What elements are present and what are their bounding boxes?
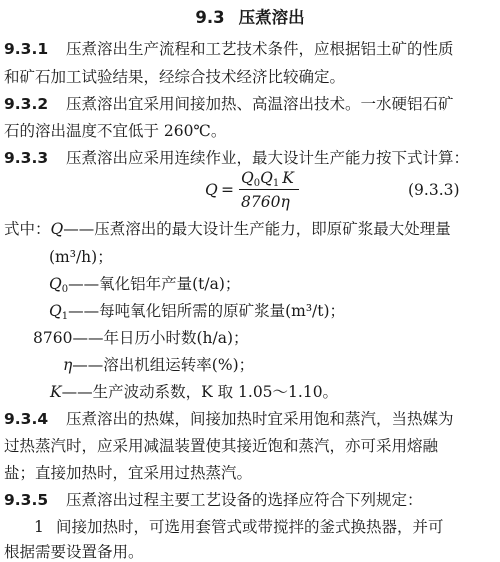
formula-equals: = — [221, 181, 234, 199]
clause-9-3-2-cont: 石的溶出温度不宜低于 260℃。 — [4, 122, 227, 140]
def-8760: 8760——年日历小时数(h/a)； — [33, 329, 249, 347]
item-1-cont: 根据需要设置备用。 — [4, 543, 144, 561]
def-q0: $Q_0——$氧化铝年产量(t/a)； — [49, 275, 241, 295]
formula-number: (9.3.3) — [408, 181, 460, 199]
clause-number: 9.3.2 — [4, 95, 49, 113]
section-heading — [0, 4, 500, 28]
section-title: 压煮溶出 — [238, 8, 305, 27]
formula-lhs: Q — [205, 181, 218, 199]
clause-9-3-4-cont2: 盐；直接加热时，宜采用过热蒸汽。 — [4, 464, 253, 482]
section-number: 9.3 — [195, 8, 225, 27]
def-q1: $Q_1——$每吨氧化铝所需的原矿浆量(m³/t)； — [49, 302, 346, 322]
clause-9-3-4-cont1: 过热蒸汽时，应采用减温装置使其接近饱和蒸汽，亦可采用熔融 — [4, 437, 439, 455]
clause-9-3-4 — [4, 412, 454, 428]
def-k: K——生产波动系数，K 取 1.05～1.10。 — [50, 383, 339, 401]
fraction-bar — [239, 189, 299, 190]
clause-text: 压煮溶出宜采用间接加热、高温溶出技术。一水硬铝石矿 — [66, 95, 454, 113]
def-q — [4, 222, 451, 238]
def-eta: η——溶出机组运转率(%)； — [63, 356, 255, 374]
clause-text: 压煮溶出过程主要工艺设备的选择应符合下列规定： — [66, 491, 423, 509]
clause-9-3-2 — [4, 97, 454, 113]
clause-number: 9.3.3 — [4, 149, 49, 167]
clause-number: 9.3.5 — [4, 491, 49, 509]
clause-number: 9.3.4 — [4, 410, 49, 428]
formula — [205, 165, 345, 215]
clause-text: 压煮溶出的热媒，间接加热时宜采用饱和蒸汽，当热媒为 — [66, 410, 454, 428]
formula-denominator: 8760η — [241, 193, 290, 211]
clause-9-3-5 — [4, 493, 423, 509]
def-text: ——压煮溶出的最大设计生产能力，即原矿浆最大处理量 — [63, 220, 451, 238]
def-symbol: Q — [50, 220, 64, 238]
formula-numerator: $Q_0Q_1$ K — [241, 169, 294, 189]
definitions-intro: 式中： — [4, 220, 51, 238]
clause-9-3-1-cont: 和矿石加工试验结果，经综合技术经济比较确定。 — [4, 68, 346, 86]
clause-number: 9.3.1 — [4, 40, 49, 58]
clause-9-3-1 — [4, 42, 454, 58]
clause-text: 压煮溶出生产流程和工艺技术条件，应根据铝土矿的性质 — [66, 40, 454, 58]
def-q-cont: (m³/h)； — [49, 248, 113, 266]
item-number: 1 — [34, 518, 44, 536]
item-text: 间接加热时，可选用套管式或带搅拌的釜式换热器，并可 — [56, 518, 444, 536]
clause-text: 压煮溶出应采用连续作业，最大设计生产能力按下式计算： — [66, 149, 470, 167]
item-1 — [4, 520, 444, 536]
